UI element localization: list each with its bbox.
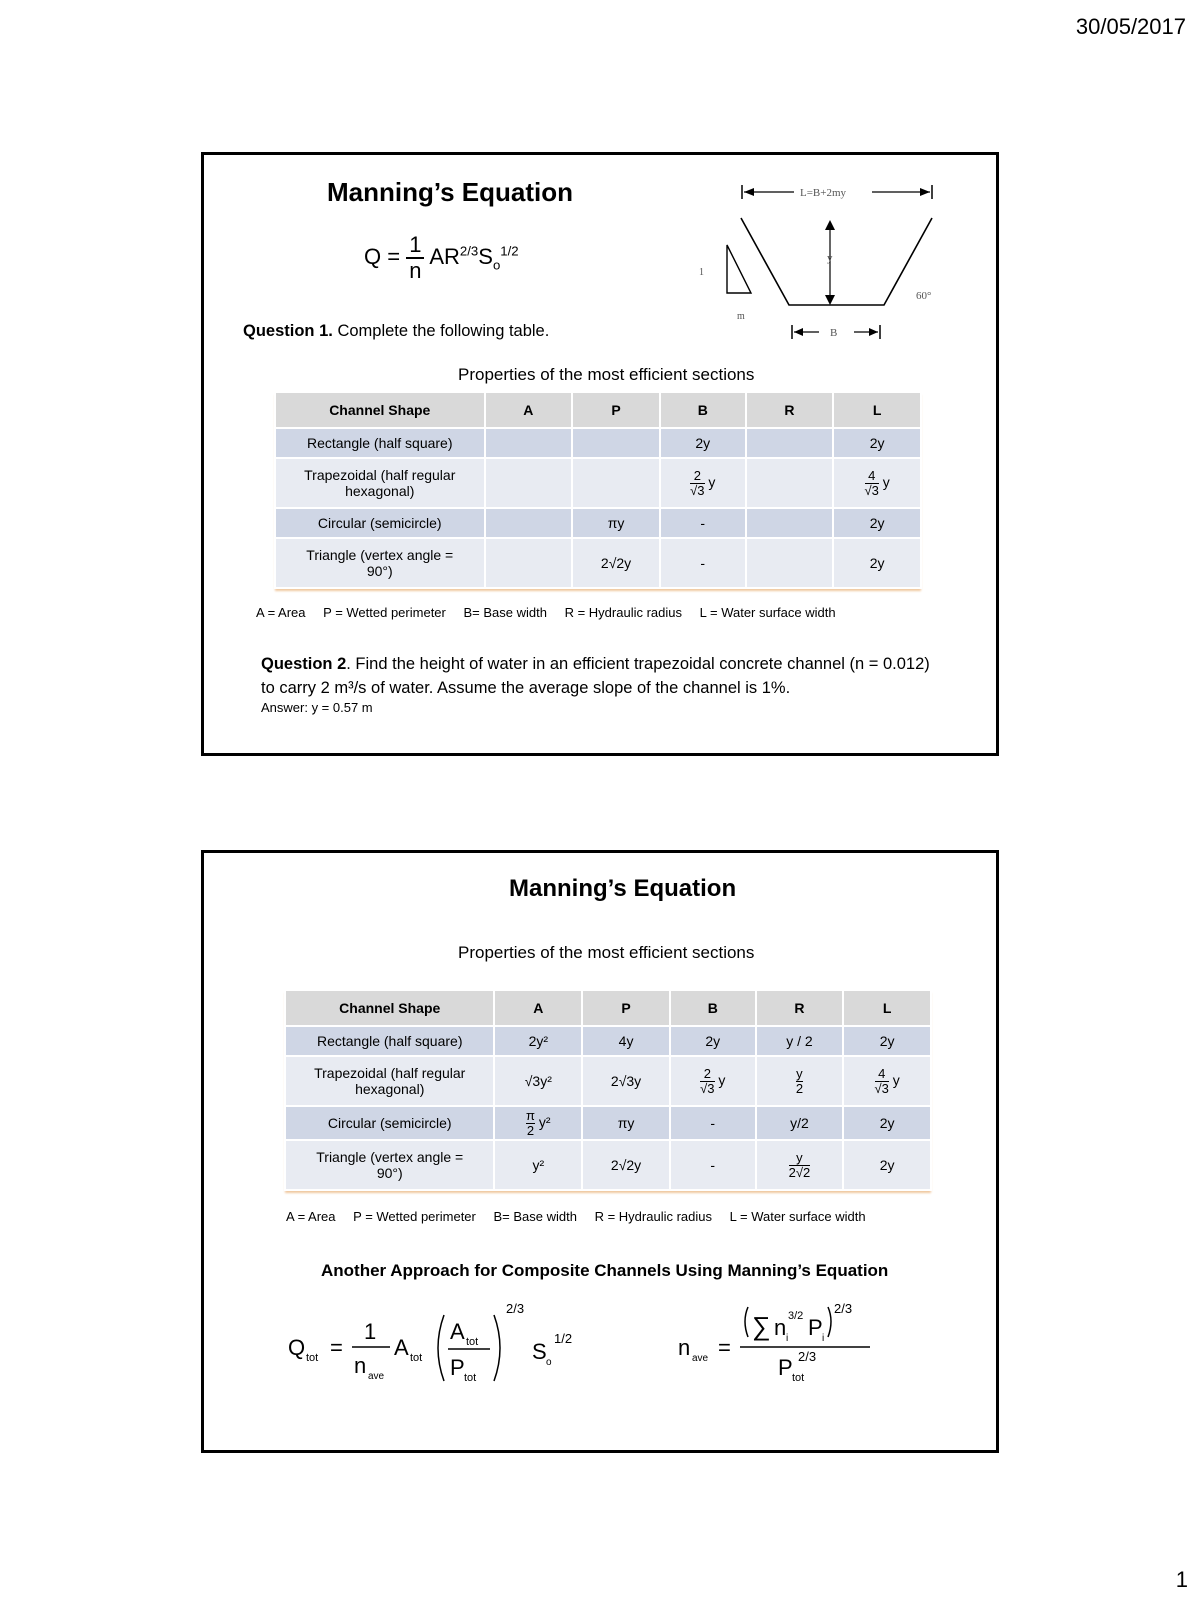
- eq-sigma: ∑: [752, 1311, 771, 1341]
- right-paren: [828, 1307, 831, 1337]
- col-header: P: [572, 392, 660, 428]
- col-header: Channel Shape: [275, 392, 485, 428]
- table-cell: y / 2: [756, 1026, 844, 1056]
- eq-equals: =: [330, 1335, 343, 1360]
- table-row: [275, 458, 921, 508]
- slide-1: [201, 152, 999, 756]
- eq-a: A: [450, 1319, 465, 1344]
- exponent-two-thirds: 2/3: [459, 243, 479, 259]
- table-cell: 2√2y: [572, 538, 660, 588]
- eq-sub: ave: [692, 1353, 709, 1364]
- eq-equals: =: [718, 1335, 731, 1360]
- top-width-label: L=B+2my: [800, 187, 847, 199]
- eq-exponent: 2/3: [506, 1301, 525, 1316]
- table-cell: Circular (semicircle): [275, 508, 485, 538]
- table-cell: 2y: [843, 1140, 931, 1190]
- table-cell: $\frac{4}{√3}$ y: [843, 1056, 931, 1106]
- trapezoid-channel-diagram: [694, 165, 984, 340]
- table-cell: [572, 458, 660, 508]
- table-cell: Trapezoidal (half regular hexagonal): [275, 458, 485, 508]
- question-2: [261, 652, 931, 700]
- legend-item: A = Area: [256, 605, 306, 620]
- slide-title: Manning’s Equation: [509, 875, 737, 902]
- legend-item: L = Water surface width: [729, 1209, 866, 1224]
- table-cell: 2y: [833, 538, 921, 588]
- table-cell: 2y: [843, 1026, 931, 1056]
- table-cell: -: [660, 538, 746, 588]
- table-cell: Circular (semicircle): [285, 1106, 494, 1140]
- table-cell: πy: [572, 508, 660, 538]
- slope-triangle: [727, 245, 751, 293]
- table-cell: [572, 428, 660, 458]
- col-header: A: [494, 990, 582, 1026]
- table-cell: $\frac{4}{√3}$ y: [833, 458, 921, 508]
- eq-exponent: 1/2: [554, 1331, 573, 1346]
- question-2-text: . Find the height of water in an efficient trapezoidal concrete channel (n = 0.012) to carry 2 m³/s of water. Assume the average slope of the channel is 1%.: [261, 655, 930, 697]
- eq-sub: i: [786, 1333, 789, 1344]
- eq-p: P: [778, 1355, 793, 1380]
- composite-channels-heading: Another Approach for Composite Channels Using Manning’s Equation: [321, 1261, 889, 1280]
- arrowhead-right: [920, 188, 930, 196]
- properties-table-incomplete: [274, 391, 922, 589]
- legend-item: B= Base width: [493, 1209, 577, 1224]
- depth-label: y: [827, 252, 833, 264]
- legend-item: P = Wetted perimeter: [353, 1209, 476, 1224]
- table-cell: 2y: [670, 1026, 756, 1056]
- table-cell: [746, 508, 834, 538]
- table-row: [285, 1140, 931, 1190]
- table-caption: Properties of the most efficient sections: [458, 365, 755, 384]
- table-cell: -: [660, 508, 746, 538]
- col-header: B: [670, 990, 756, 1026]
- table-cell: √3y²: [494, 1056, 582, 1106]
- exponent-half: 1/2: [500, 243, 519, 259]
- trapezoid-outline: [741, 218, 932, 305]
- page-number: 1: [1175, 1567, 1188, 1592]
- table-cell: Triangle (vertex angle = 90°): [285, 1140, 494, 1190]
- table-cell: [746, 458, 834, 508]
- left-paren: [745, 1307, 748, 1337]
- base-label: B: [830, 327, 838, 339]
- legend-item: P = Wetted perimeter: [323, 605, 446, 620]
- table-caption: Properties of the most efficient sections: [458, 943, 755, 962]
- eq-p: P: [450, 1355, 465, 1380]
- slope-horizontal-label: m: [737, 311, 745, 322]
- eq-q: Q: [288, 1335, 306, 1360]
- legend-item: A = Area: [286, 1209, 336, 1224]
- table-cell: $\frac{\pi}{2}$ y²: [494, 1106, 582, 1140]
- table-cell: 2√3y: [582, 1056, 670, 1106]
- question-1-label: Question 1.: [243, 322, 333, 340]
- math-fraction: $\frac{\pi}{2}$: [526, 1108, 536, 1138]
- left-paren: [438, 1315, 444, 1381]
- base-arrowhead-left: [794, 328, 803, 336]
- eq-exponent: 3/2: [788, 1310, 804, 1322]
- angle-label: 60°: [916, 290, 932, 302]
- slide-2: [201, 850, 999, 1453]
- eq-n: n: [354, 1353, 367, 1378]
- equation-ar: AR: [429, 244, 460, 269]
- arrowhead-left: [744, 188, 754, 196]
- base-arrowhead-right: [869, 328, 878, 336]
- table-legend: [286, 1209, 880, 1224]
- depth-arrowhead-down: [825, 295, 835, 305]
- equation-lhs: Q =: [364, 244, 401, 269]
- fraction-denominator: n: [409, 258, 422, 284]
- eq-sub: tot: [306, 1352, 319, 1364]
- table-cell: Triangle (vertex angle = 90°): [275, 538, 485, 588]
- eq-n: n: [678, 1335, 691, 1360]
- average-roughness-equation: [674, 1293, 904, 1393]
- table-cell: 2y: [833, 508, 921, 538]
- table-cell: -: [670, 1140, 756, 1190]
- slope-vertical-label: 1: [699, 267, 704, 278]
- table-cell: 2√2y: [582, 1140, 670, 1190]
- eq-one: 1: [364, 1319, 377, 1344]
- right-paren: [494, 1315, 500, 1381]
- equation-slope: S: [478, 244, 493, 269]
- eq-exponent: 2/3: [834, 1301, 853, 1316]
- eq-sub: tot: [464, 1372, 477, 1384]
- table-row: [275, 428, 921, 458]
- table-cell: [485, 538, 573, 588]
- table-cell: [756, 1140, 844, 1190]
- col-header: R: [746, 392, 834, 428]
- col-header: L: [833, 392, 921, 428]
- eq-sub: tot: [792, 1372, 805, 1384]
- eq-exponent: 2/3: [798, 1349, 817, 1364]
- table-cell: [485, 508, 573, 538]
- col-header: L: [843, 990, 931, 1026]
- table-cell: 2y: [833, 428, 921, 458]
- table-cell: -: [670, 1106, 756, 1140]
- col-header: A: [485, 392, 573, 428]
- slide-title: Manning’s Equation: [327, 177, 574, 207]
- table-cell: πy: [582, 1106, 670, 1140]
- table-legend: [256, 605, 850, 620]
- table-cell: [746, 538, 834, 588]
- fraction-numerator: 1: [406, 233, 424, 259]
- equation-fraction: [406, 233, 424, 283]
- table-cell: y/2: [756, 1106, 844, 1140]
- eq-sub: i: [822, 1333, 825, 1344]
- math-fraction: $\frac{4}{√3}$: [874, 1065, 889, 1096]
- table-cell: [756, 1056, 844, 1106]
- math-fraction: $\frac{2}{√3}$: [690, 467, 705, 498]
- table-row: [285, 1056, 931, 1106]
- table-row: [285, 1026, 931, 1056]
- legend-item: R = Hydraulic radius: [564, 605, 682, 620]
- eq-n: n: [774, 1315, 787, 1340]
- properties-table-complete: [284, 989, 932, 1191]
- table-cell: 2y: [843, 1106, 931, 1140]
- table-cell: [485, 428, 573, 458]
- question-1: [243, 319, 549, 343]
- eq-s: S: [532, 1339, 547, 1364]
- eq-sub: ave: [368, 1371, 385, 1382]
- eq-sub: tot: [466, 1336, 479, 1348]
- col-header: B: [660, 392, 746, 428]
- table-cell: y²: [494, 1140, 582, 1190]
- table-cell: $\frac{2}{√3}$ y: [670, 1056, 756, 1106]
- col-header: P: [582, 990, 670, 1026]
- table-cell: Rectangle (half square): [275, 428, 485, 458]
- math-fraction: $\frac{2}{√3}$: [700, 1065, 715, 1096]
- eq-sub: tot: [410, 1352, 423, 1364]
- slope-subscript: o: [492, 257, 501, 273]
- page-date: 30/05/2017: [1075, 14, 1186, 39]
- table-row: [275, 538, 921, 588]
- composite-discharge-equation: [284, 1293, 604, 1393]
- eq-a: A: [394, 1335, 409, 1360]
- table-cell: Rectangle (half square): [285, 1026, 494, 1056]
- table-cell: [746, 428, 834, 458]
- table-row: [285, 1106, 931, 1140]
- eq-sub: o: [546, 1357, 552, 1368]
- table-cell: $\frac{2}{√3}$ y: [660, 458, 746, 508]
- question-2-label: Question 2: [261, 655, 347, 673]
- legend-item: B= Base width: [463, 605, 547, 620]
- math-fraction: $\frac{y}{2}$: [795, 1065, 804, 1096]
- math-fraction: $\frac{y}{2√2}$: [788, 1150, 811, 1180]
- table-cell: Trapezoidal (half regular hexagonal): [285, 1056, 494, 1106]
- answer-text: Answer: y = 0.57 m: [261, 700, 373, 715]
- table-row: [275, 508, 921, 538]
- table-cell: 4y: [582, 1026, 670, 1056]
- table-cell: 2y²: [494, 1026, 582, 1056]
- legend-item: L = Water surface width: [699, 605, 836, 620]
- question-1-text: Complete the following table.: [332, 322, 550, 340]
- table-header-row: [275, 392, 921, 428]
- col-header: Channel Shape: [285, 990, 494, 1026]
- col-header: R: [756, 990, 844, 1026]
- table-cell: [485, 458, 573, 508]
- manning-equation: [364, 233, 519, 283]
- table-cell: 2y: [660, 428, 746, 458]
- table-header-row: [285, 990, 931, 1026]
- eq-p: P: [808, 1315, 823, 1340]
- math-fraction: $\frac{4}{√3}$: [864, 467, 879, 498]
- depth-arrowhead-up: [825, 220, 835, 230]
- legend-item: R = Hydraulic radius: [594, 1209, 712, 1224]
